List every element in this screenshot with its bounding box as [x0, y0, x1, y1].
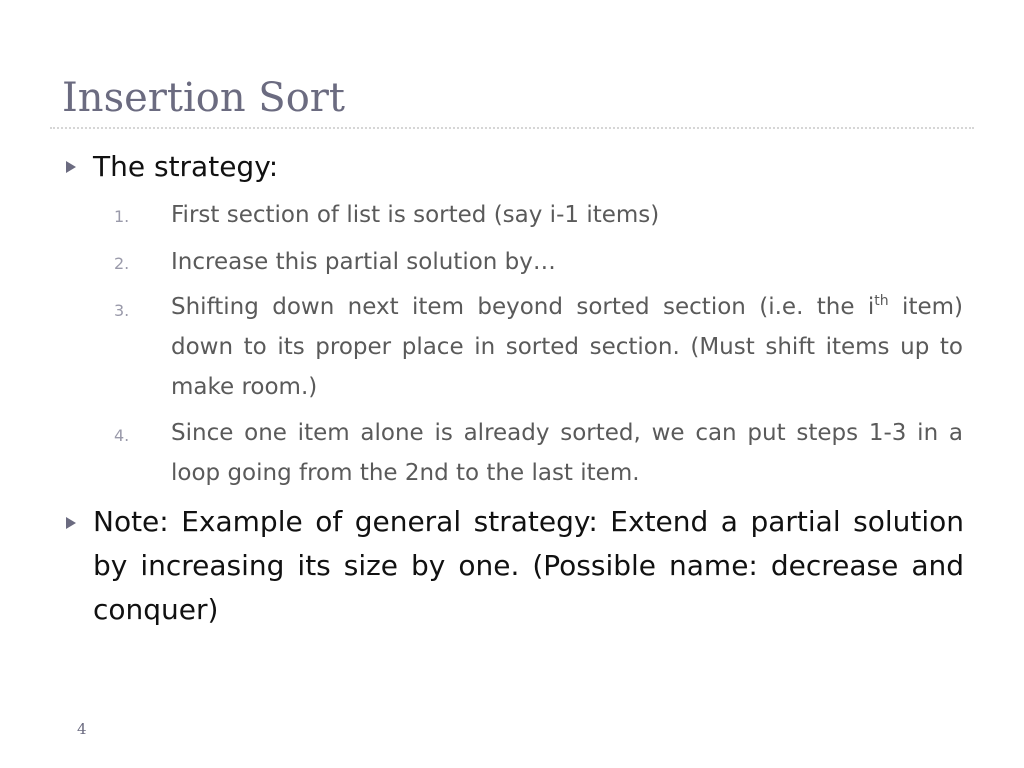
bullet-note: Note: Example of general strategy: Extend a partial solution by increasing its size by one. (Possible name: decrease and conquer) [93, 505, 964, 626]
subitem-text: Increase this partial solution by… [171, 249, 556, 275]
subitem-text: First section of list is sorted (say i-1 items) [171, 202, 660, 228]
subitem-text-after: item) down to its proper place in sorted section. (Must shift items up to make room.) [171, 294, 963, 400]
subitem-text [171, 287, 963, 407]
triangle-bullet-icon [65, 160, 77, 174]
superscript-th: th [874, 293, 889, 309]
subitem-number: 1. [114, 207, 130, 226]
title-divider [50, 127, 974, 129]
subitem-number: 4. [114, 426, 130, 445]
subitem-text-before: Shifting down next item beyond sorted section (i.e. the i [171, 294, 875, 320]
subitem-number: 2. [114, 254, 130, 273]
triangle-bullet-icon [65, 516, 77, 530]
bullet-strategy: The strategy: [93, 150, 279, 183]
slide-title: Insertion Sort [62, 75, 345, 121]
subitem-text: Since one item alone is already sorted, we can put steps 1-3 in a loop going from the 2nd to the last item. [171, 420, 963, 486]
page-number: 4 [77, 720, 87, 738]
subitem-number: 3. [114, 301, 130, 320]
